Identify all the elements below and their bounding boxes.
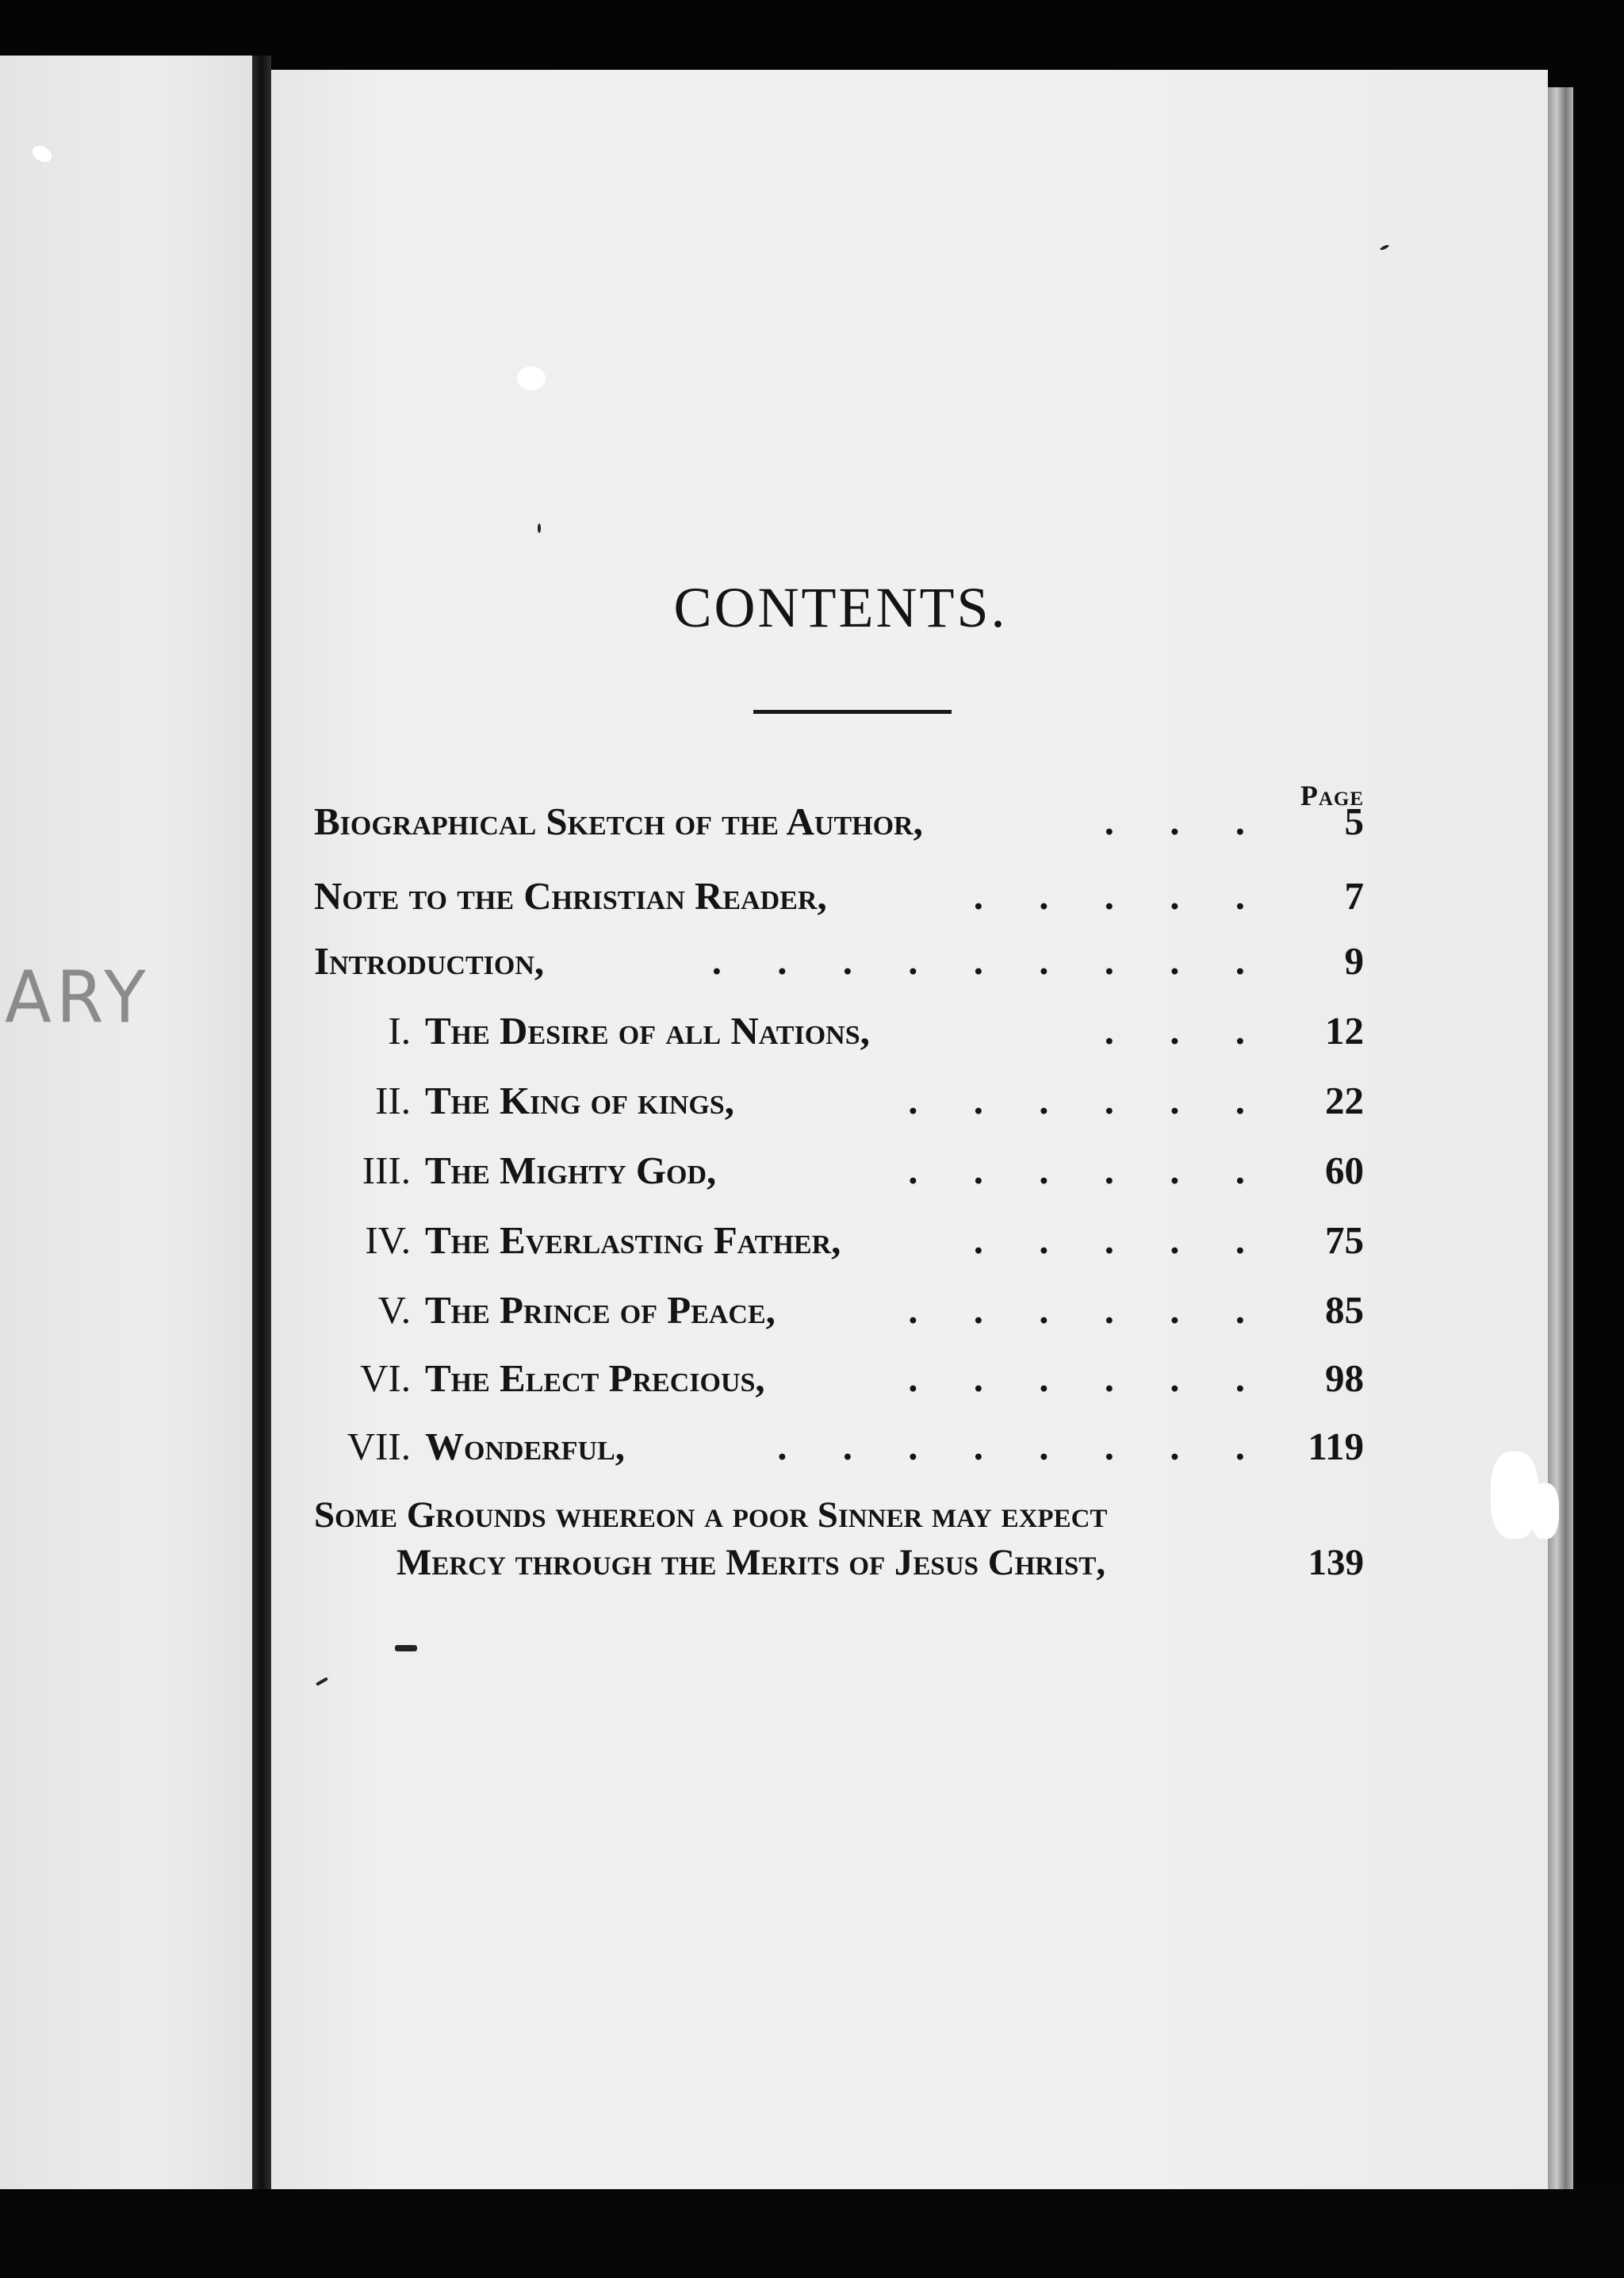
toc-entry-chapter-4[interactable] (314, 1215, 1364, 1266)
toc-page-number: 22 (1325, 1079, 1364, 1122)
toc-entry-some-grounds[interactable] (314, 1491, 1364, 1586)
toc-entry-title: Some Grounds whereon a poor Sinner may expect (314, 1494, 1108, 1536)
toc-leader-dots: . . . . . . . . (777, 1425, 1245, 1468)
toc-entry-chapter-2[interactable] (314, 1076, 1364, 1126)
toc-chapter-number: I. (388, 1009, 411, 1053)
toc-page-number: 75 (1325, 1218, 1364, 1262)
toc-leader-dots: . . . . . . (908, 1356, 1245, 1400)
toc-entry-title: Biographical Sketch of the Author, (314, 800, 923, 843)
toc-page-number: 139 (1308, 1542, 1364, 1583)
toc-chapter-number: VII. (347, 1425, 411, 1468)
toc-leader-dots: . . . . . . (908, 1149, 1245, 1192)
toc-entry-title: Wonderful, (425, 1425, 626, 1468)
toc-entry-chapter-7[interactable] (314, 1421, 1364, 1472)
toc-entry-title: The Mighty God, (425, 1149, 717, 1192)
toc-leader-dots: . . . (1104, 1009, 1245, 1053)
toc-page-number: 7 (1344, 874, 1364, 918)
toc-entry-title: The Everlasting Father, (425, 1218, 841, 1262)
toc-entry-title: The Prince of Peace, (425, 1288, 776, 1332)
toc-leader-dots: . . . . . . (908, 1288, 1245, 1332)
toc-leader-dots: . . . . . . . . . (711, 939, 1245, 983)
toc-entry-chapter-6[interactable] (314, 1353, 1364, 1404)
library-stamp-fragment: ARY (5, 956, 151, 1040)
toc-entry-title: The King of kings, (425, 1079, 734, 1122)
toc-leader-dots: . . . . . (973, 874, 1245, 918)
page-title: CONTENTS. (673, 576, 1008, 639)
toc-entry-title: The Desire of all Nations, (425, 1009, 870, 1053)
toc-entry-chapter-1[interactable] (314, 1006, 1364, 1057)
toc-entry-biographical-sketch[interactable] (314, 796, 1364, 847)
toc-chapter-number: III. (362, 1149, 411, 1192)
toc-entry-title: Note to the Christian Reader, (314, 874, 827, 918)
page-column-label: Page (1300, 780, 1364, 811)
toc-page-number: 98 (1325, 1356, 1364, 1400)
toc-chapter-number: II. (375, 1079, 411, 1122)
toc-entry-note-to-reader[interactable] (314, 871, 1364, 922)
toc-entry-title-continued: Mercy through the Merits of Jesus Christ, (396, 1542, 1106, 1583)
toc-leader-dots: . . . . . . (908, 1079, 1245, 1122)
toc-entry-title: The Elect Precious, (425, 1356, 765, 1400)
toc-chapter-number: VI. (360, 1356, 411, 1400)
toc-page-number: 12 (1325, 1009, 1364, 1053)
toc-chapter-number: V. (377, 1288, 411, 1332)
toc-page-number: 5 (1344, 800, 1364, 843)
toc-page-number: 60 (1325, 1149, 1364, 1192)
toc-entry-chapter-5[interactable] (314, 1285, 1364, 1336)
toc-page-number: 85 (1325, 1288, 1364, 1332)
toc-page-number: 9 (1344, 939, 1364, 983)
toc-entry-chapter-3[interactable] (314, 1145, 1364, 1196)
toc-chapter-number: IV. (365, 1218, 411, 1262)
toc-leader-dots: . . . . . (973, 1218, 1245, 1262)
toc-page-number: 119 (1308, 1425, 1364, 1468)
toc-leader-dots: . . . (1104, 800, 1245, 843)
toc-entry-title: Introduction, (314, 939, 545, 983)
toc-entry-introduction[interactable] (314, 936, 1364, 987)
